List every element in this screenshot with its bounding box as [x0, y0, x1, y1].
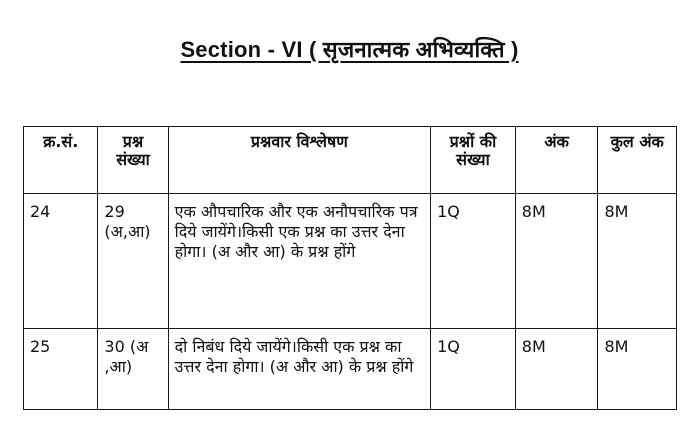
cell-serial-number: 24 — [24, 194, 98, 329]
cell-question-number: 29 (अ,आ) — [98, 194, 168, 329]
cell-question-analysis: एक औपचारिक और एक अनौपचारिक पत्र दिये जायेंगे।किसी एक प्रश्न का उत्तर देना होगा। (अ और आ) के प्रश्न होंगे — [168, 194, 430, 329]
header-marks: अंक — [515, 127, 598, 194]
table-header-row — [24, 127, 677, 194]
cell-question-analysis: दो निबंध दिये जायेंगे।किसी एक प्रश्न का उत्तर देना होगा। (अ और आ) के प्रश्न होंगे — [168, 329, 430, 410]
header-total-marks: कुल अंक — [598, 127, 677, 194]
header-question-analysis: प्रश्नवार विश्लेषण — [168, 127, 430, 194]
header-question-number: प्रश्न संख्या — [98, 127, 168, 194]
header-question-count: प्रश्नों की संख्या — [431, 127, 516, 194]
cell-question-count: 1Q — [431, 194, 516, 329]
section-title — [0, 34, 699, 64]
header-serial-number: क्र.सं. — [24, 127, 98, 194]
table-row — [24, 194, 677, 329]
cell-question-count: 1Q — [431, 329, 516, 410]
cell-serial-number: 25 — [24, 329, 98, 410]
table-row — [24, 329, 677, 410]
cell-marks: 8M — [515, 194, 598, 329]
cell-total-marks: 8M — [598, 194, 677, 329]
analysis-table — [23, 126, 677, 410]
cell-question-number: 30 (अ ,आ) — [98, 329, 168, 410]
cell-marks: 8M — [515, 329, 598, 410]
section-title-text: Section - VI ( सृजनात्मक अभिव्यक्ति ) — [180, 37, 519, 62]
cell-total-marks: 8M — [598, 329, 677, 410]
